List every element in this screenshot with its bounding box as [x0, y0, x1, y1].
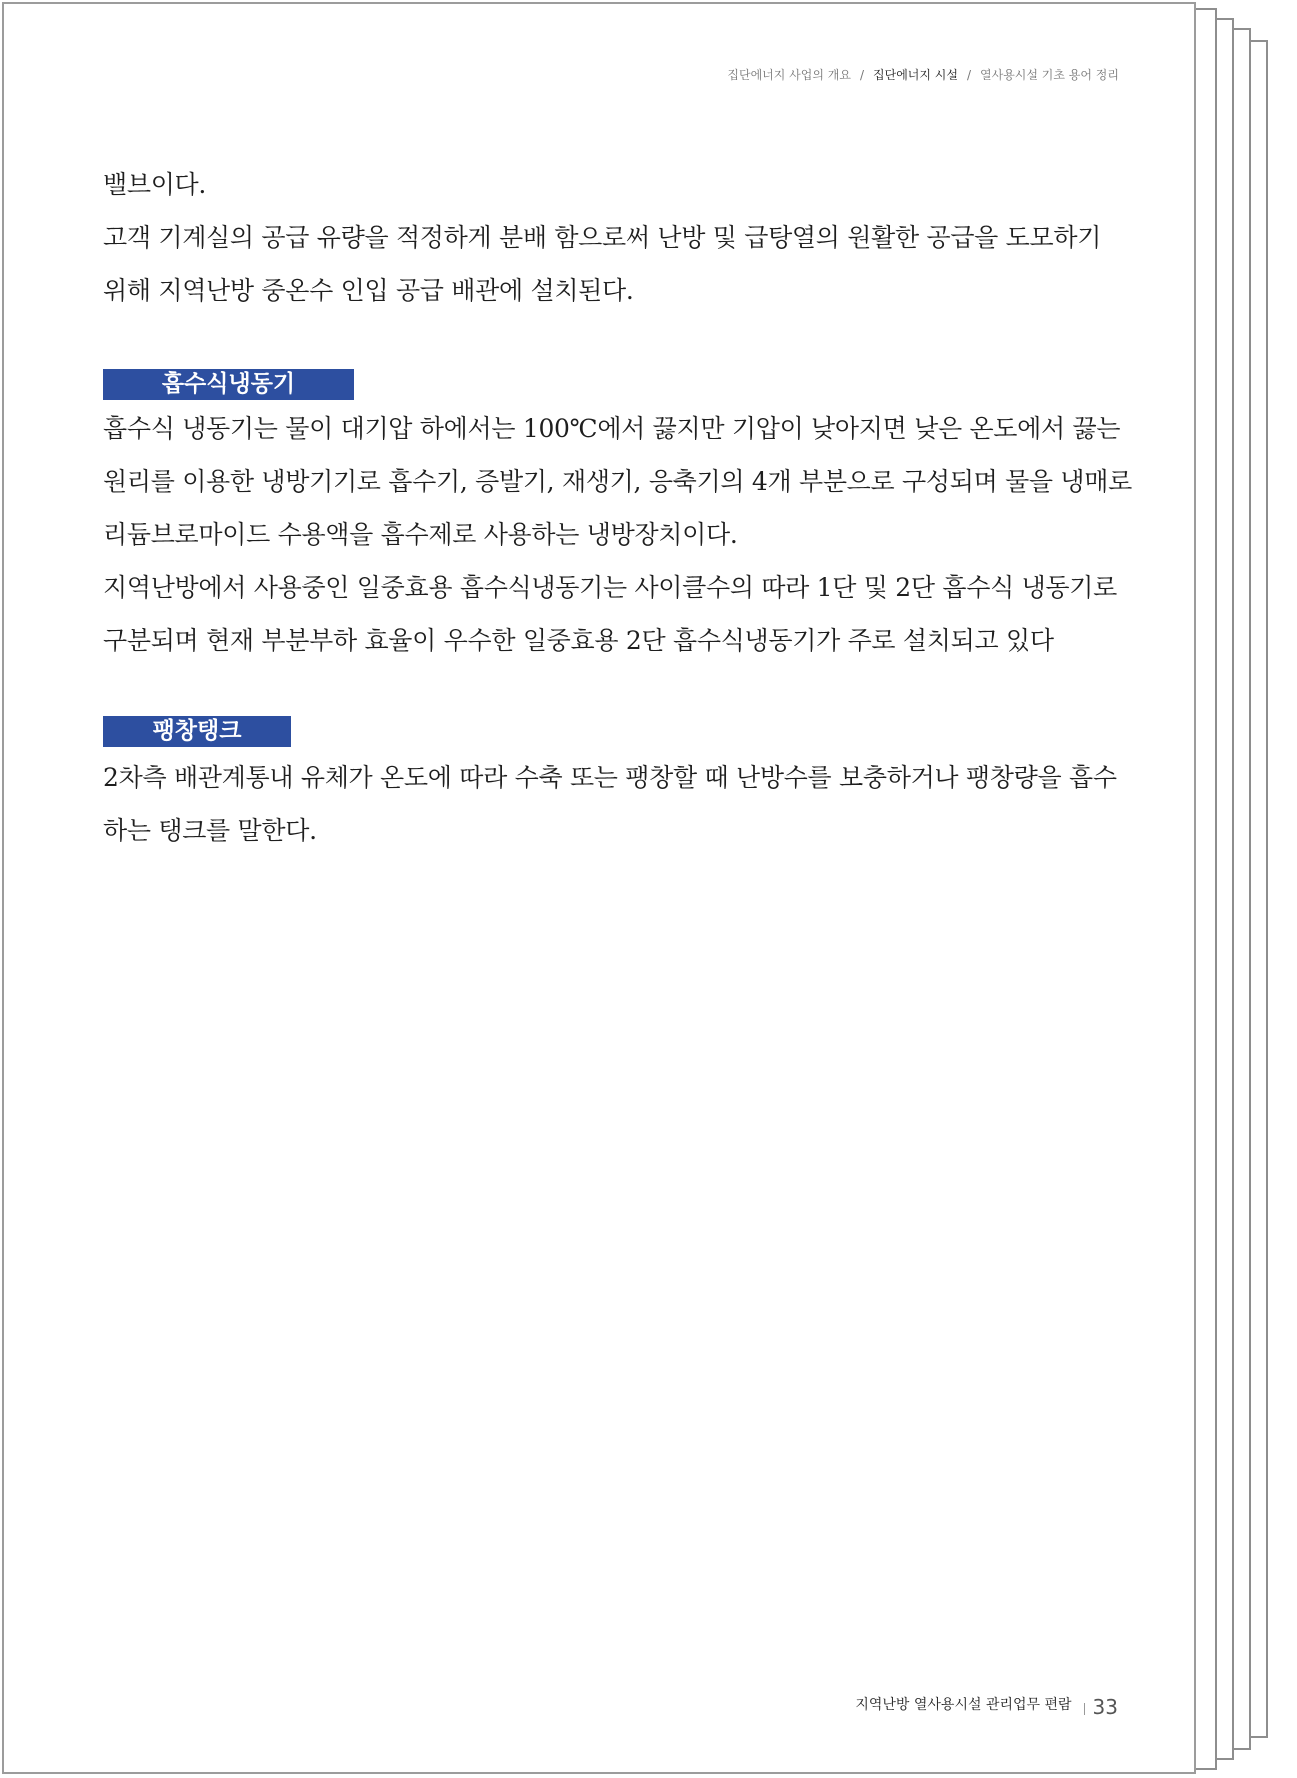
footer-title: 지역난방 열사용시설 관리업무 편람: [855, 1697, 1072, 1713]
paragraph-line: 하는 탱크를 말한다.: [103, 816, 317, 845]
section-expansion-tank: [103, 716, 1119, 857]
page-footer: [855, 1694, 1118, 1717]
paragraph-line: 구분되며 현재 부분부하 효율이 우수한 일중효용 2단 흡수식냉동기가 주로 설치되고 있다: [103, 626, 1054, 655]
breadcrumb-item-current: 집단에너지 시설: [873, 68, 958, 82]
section-absorption-chiller: [103, 369, 1132, 667]
page-content: [103, 158, 1132, 857]
paragraph-line: 리듐브로마이드 수용액을 흡수제로 사용하는 냉방장치이다.: [103, 520, 738, 549]
page-stack-edge: [1195, 8, 1217, 1770]
paragraph-line: 2차측 배관계통내 유체가 온도에 따라 수축 또는 팽창할 때 난방수를 보충하거나 팽창량을 흡수: [103, 763, 1117, 792]
section-heading: 흡수식냉동기: [103, 369, 354, 400]
page-stack-edge: [1214, 18, 1234, 1760]
page-stack-edge: [1248, 40, 1268, 1738]
footer-divider: [1084, 1703, 1085, 1715]
paragraph-line: 위해 지역난방 중온수 인입 공급 배관에 설치된다.: [103, 276, 634, 305]
breadcrumb-separator: /: [966, 68, 972, 82]
breadcrumb-separator: /: [859, 68, 865, 82]
page-number: 33: [1092, 1695, 1118, 1719]
section-heading: 팽창탱크: [103, 716, 291, 747]
breadcrumb: [727, 66, 1119, 83]
paragraph-line: 흡수식 냉동기는 물이 대기압 하에서는 100℃에서 끓지만 기압이 낮아지면 낮은 온도에서 끓는: [103, 414, 1121, 443]
intro-text: [103, 158, 1119, 317]
paragraph-line: 원리를 이용한 냉방기기로 흡수기, 증발기, 재생기, 응축기의 4개 부분으로 구성되며 물을 냉매로: [103, 467, 1132, 496]
page-stack-edge: [1231, 28, 1251, 1750]
breadcrumb-item: 집단에너지 사업의 개요: [727, 68, 851, 82]
paragraph-line: 밸브이다.: [103, 170, 207, 199]
paragraph-line: 지역난방에서 사용중인 일중효용 흡수식냉동기는 사이클수의 따라 1단 및 2단 흡수식 냉동기로: [103, 573, 1117, 602]
paragraph-line: 고객 기계실의 공급 유량을 적정하게 분배 함으로써 난방 및 급탕열의 원활한 공급을 도모하기: [103, 223, 1102, 252]
breadcrumb-item: 열사용시설 기초 용어 정리: [980, 68, 1119, 82]
